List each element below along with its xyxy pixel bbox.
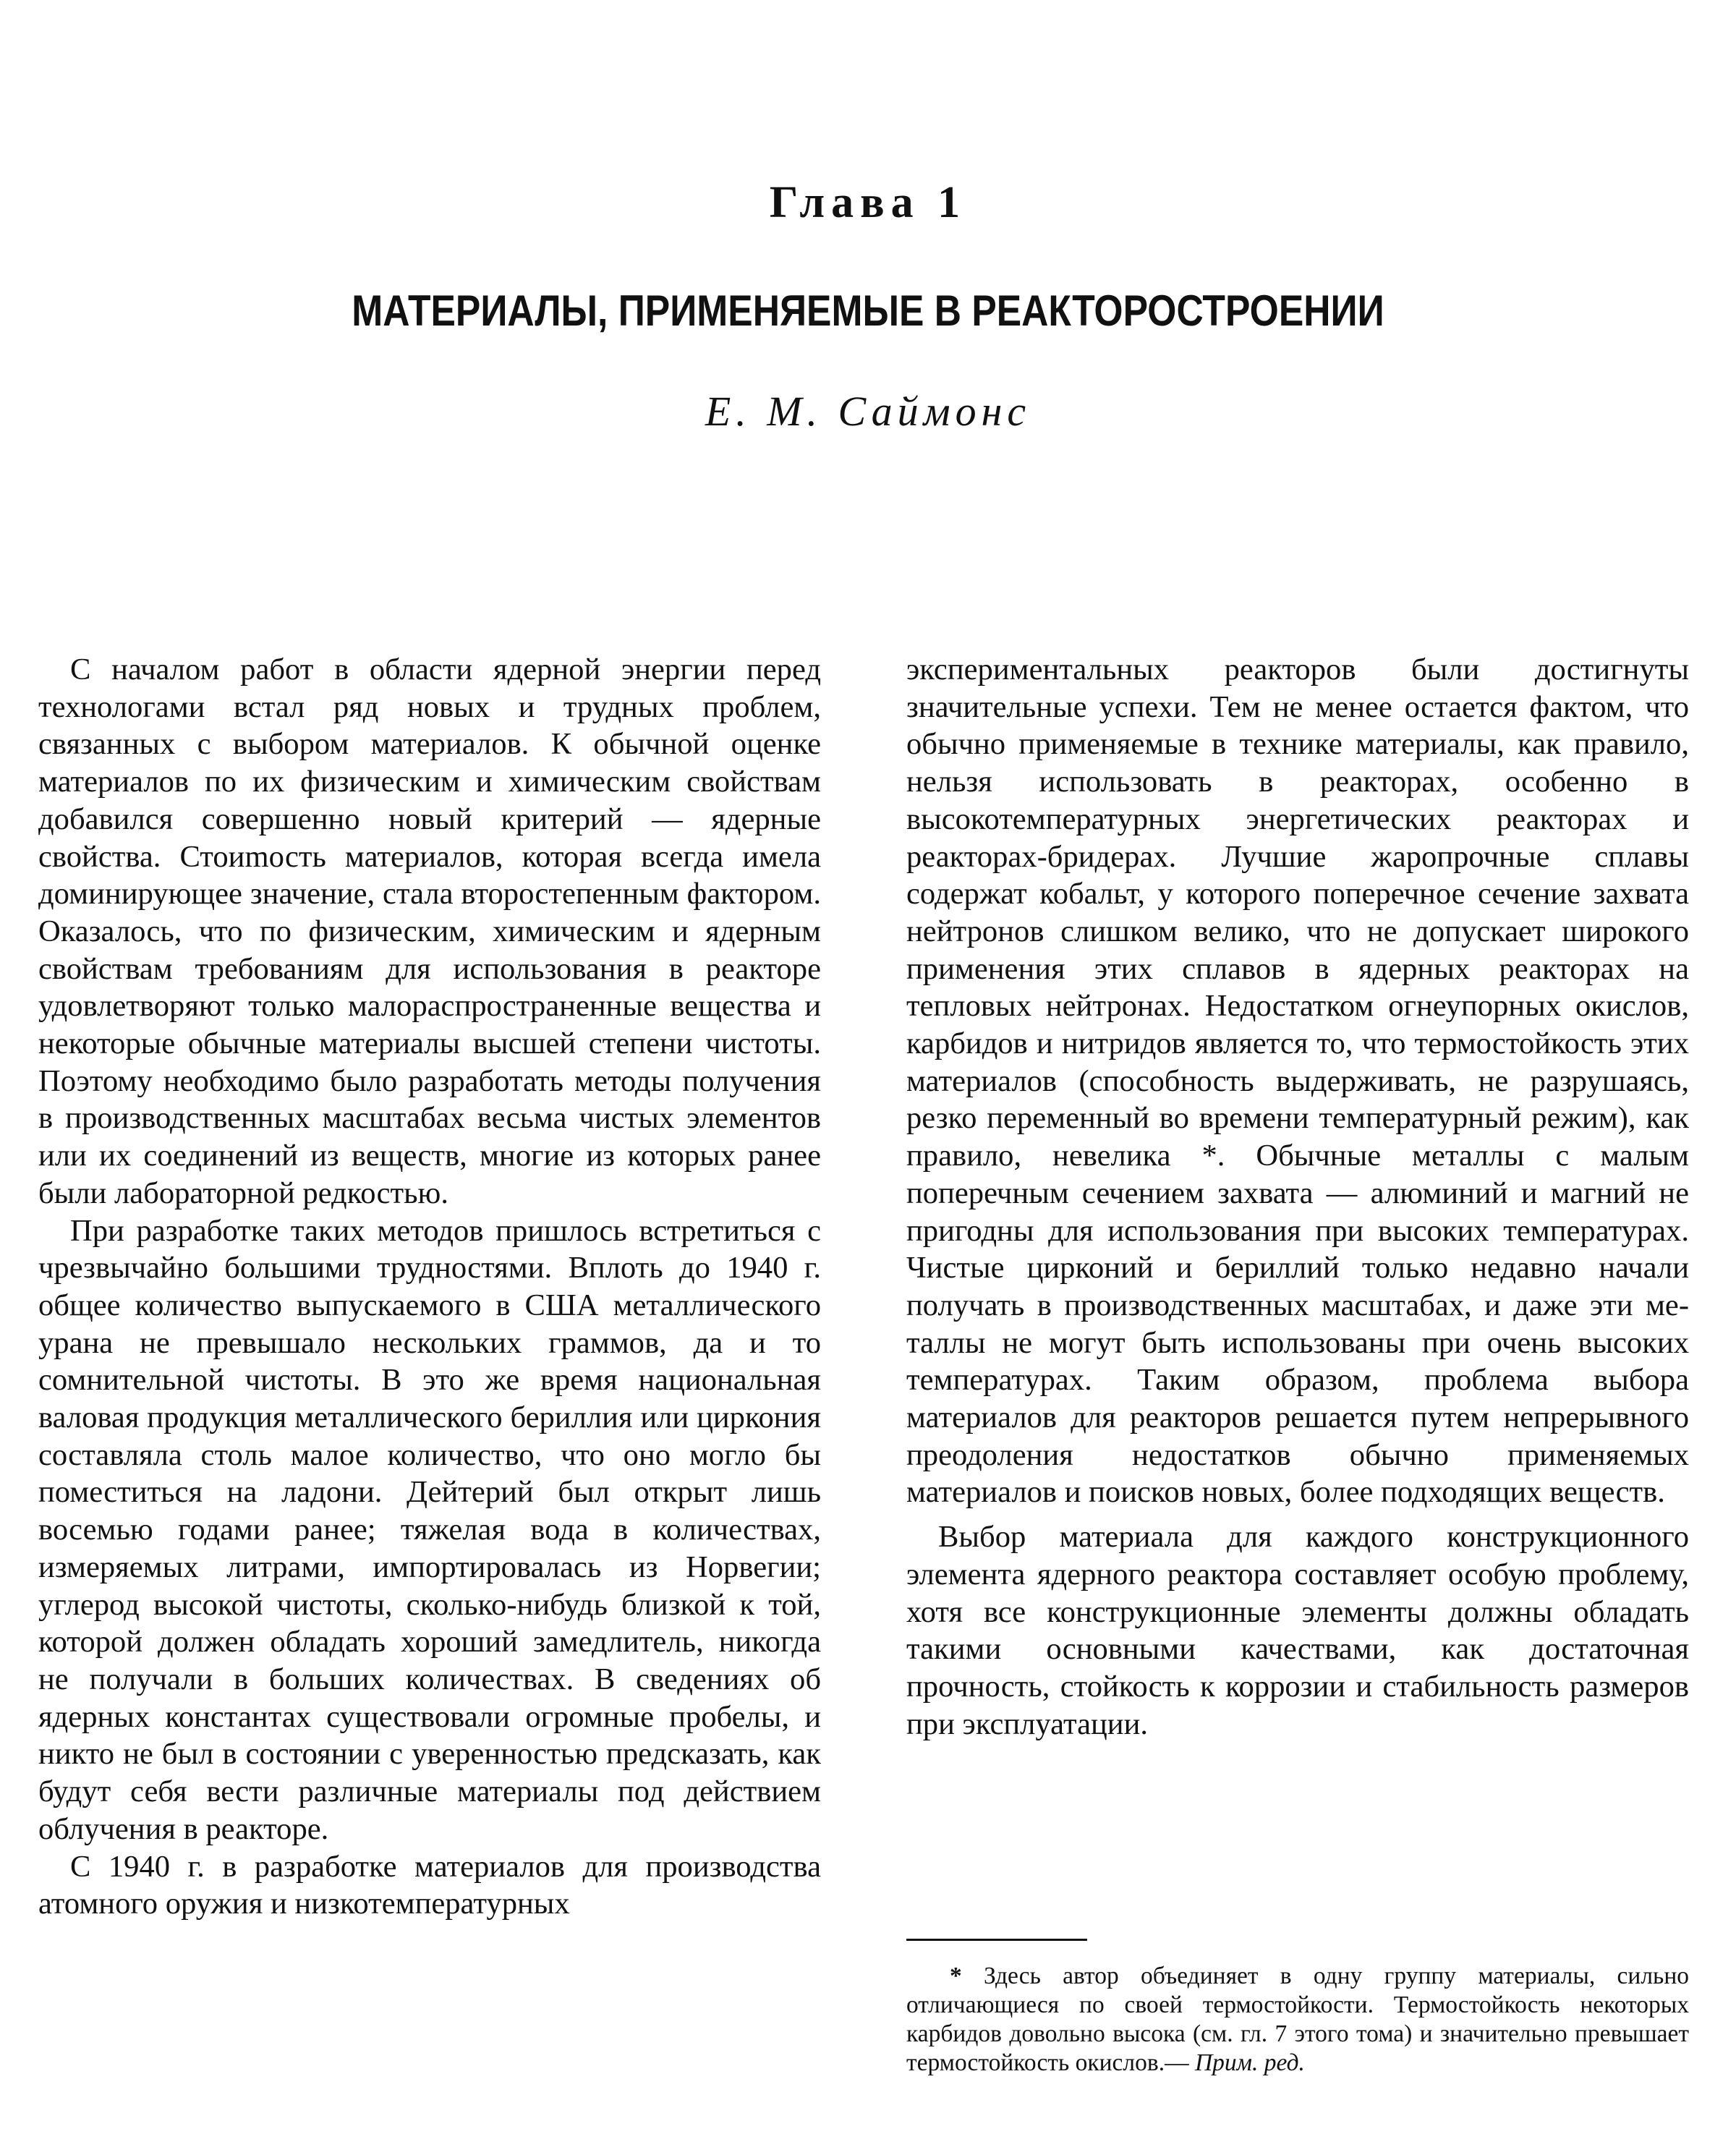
paragraph: При разработке таких методов пришлось встретиться с чрезвычайно большими трудностями. Вплоть до 1940 г. общее количество выпускаемого в США металлического урана не превышало нескольких граммов, да и то сомнительной чистоты. В это же время национальная валовая продукция металлического бериллия или циркония составляла столь малое количество, что оно могло бы поместиться на ладони. Дейтерий был открыт лишь восемью годами ранее; тяжелая вода в количествах, измеряемых литрами, импортировалась из Норвегии; углерод высокой чистоты, сколько-нибудь близкой к той, которой должен обладать хороший замедлитель, никогда не получали в больших количествах. В сведениях об ядерных константах существовали огромные пробелы, и никто не был в состоянии с уверенностью предсказать, как будут себя вести различные материалы под действием облучения в реакторе. (38, 1213, 821, 1846)
footnote-marker: * (950, 1963, 962, 1989)
footnote-divider (906, 1939, 1087, 1941)
paragraph: С 1940 г. в разработке материалов для производства атомного оружия и низкотемпературных (38, 1849, 821, 1921)
paragraph: Выбор материала для каждого конструкционного элемента ядерного реактора составляет особую проблему, хотя все конструкционные элементы должны обладать такими основными качествами, как достаточная прочность, стойкость к коррозии и стабильность размеров при эксплуатации. (906, 1520, 1689, 1741)
paragraph-gap (906, 1511, 1689, 1518)
footnote-text: Здесь автор объединяет в одну группу материалы, сильно отличающиеся по своей термостойкости. Термостойкость некоторых карбидов довольно высока (см. гл. 7 этого тома) и значительно превышает термостойкость окислов.— (906, 1963, 1689, 2076)
footnote (906, 1962, 1689, 2078)
chapter-title: МАТЕРИАЛЫ, ПРИМЕНЯЕМЫЕ В РЕАКТОРОСТРОЕНИИ (352, 286, 1384, 335)
paragraph: экспериментальных реакторов были достигнуты значительные успехи. Тем не менее остается фактом, что обычно применяемые в технике материалы, как правило, нельзя использовать в реакторах, особенно в высокотемпературных энергетических реакторах и реакторах-бридерах. Лучшие жаропрочные сплавы содержат кобальт, у которого поперечное сечение захвата нейтронов слишком велико, что не допускает широкого применения этих сплавов в ядерных реакторах на тепловых нейтронах. Недостатком огнеупорных окислов, карбидов и нитридов является то, что термостойкость этих материалов (способность выдерживать, не разрушаясь, резко переменный во времени температурный режим), как правило, невелика *. Обычные металлы с малым поперечным сечением захвата — алюминий и магний не пригодны для использования при высоких температурах. Чистые цирконий и бериллий только недавно начали получать в производственных масштабах, и даже эти металлы не могут быть использованы при очень высоких температурах. Таким образом, проблема выбора материалов для реакторов решается путем непрерывного преодоления недостатков обычно применяемых материалов и поисков новых, более подходящих веществ. (906, 652, 1689, 1510)
chapter-label: Глава 1 (769, 178, 967, 227)
left-column (38, 651, 821, 1923)
paragraph: С началом работ в области ядерной энергии перед технологами встал ряд новых и трудных проблем, связанных с выбором материалов. К обычной оценке материалов по их физическим и химическим свойствам добавился совершенно новый критерий — ядерные свойства. Стоиmость материалов, которая всегда имела доминирующее значение, стала второстепенным фактором. Оказалось, что по физическим, химическим и ядерным свойствам требованиям для использования в реакторе удовлетворяют только малораспространенные вещества и некоторые обычные материалы высшей степени чистоты. Поэтому необходимо было разработать методы получения в производственных масштабах весьма чистых элементов или их соединений из веществ, многие из которых ранее были лабораторной редкостью. (38, 652, 821, 1210)
author-name: Е. М. Саймонс (705, 388, 1031, 435)
right-column (906, 651, 1689, 1743)
footnote-attribution: Прим. ред. (1194, 2049, 1305, 2076)
